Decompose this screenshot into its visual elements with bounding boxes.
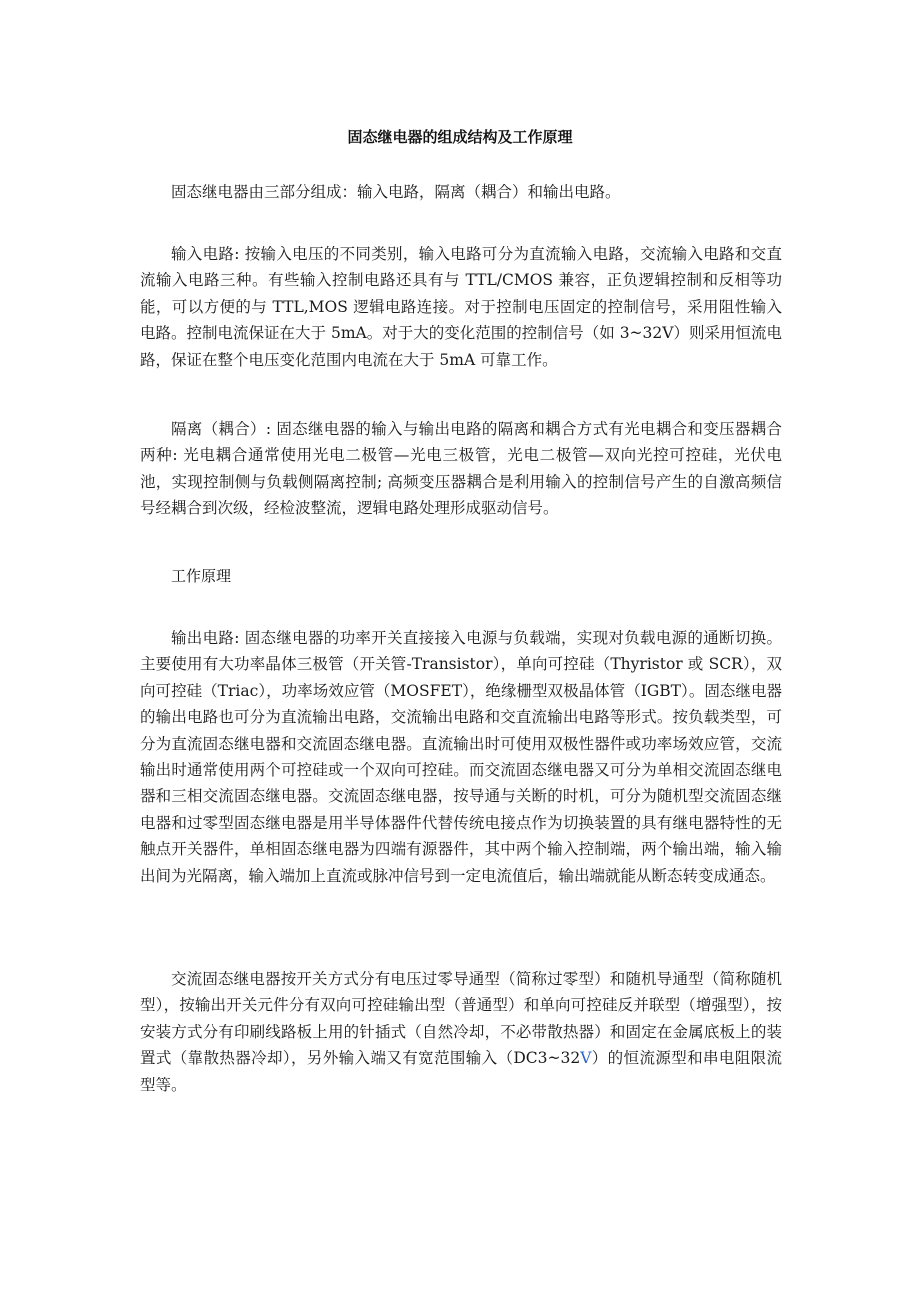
input-circuit-paragraph: 输入电路: 按输入电压的不同类别，输入电路可分为直流输入电路，交流输入电路和交直流输入电路三种。有些输入控制电路还具有与 TTL/CMOS 兼容，正负逻辑控制和反相等功能，可以方便的与 TTL,MOS 逻辑电路连接。对于控制电压固定的控制信号，采用阻性输入电路。控制电流保证在大于 5mA。对于大的变化范围的控制信号（如 3~32V）则采用恒流电路，保证在整个电压变化范围内电流在大于 5mA 可靠工作。	[140, 245, 782, 369]
ac-types-text-end: ）的恒流源型和串电阻限流型等。	[140, 1049, 782, 1094]
ac-types-accent-unit: V	[580, 1049, 592, 1068]
ac-types-text-start: 交流固态继电器按开关方式分有电压过零导通型（简称过零型）和随机导通型（简称随机型），按输出开关元件分有双向可控硅输出型（普通型）和单向可控硅反并联型（增强型），按安装方式分有印刷线路板上用的针插式（自然冷却，不必带散热器）和固定在金属底板上的装置式（靠散热器冷却），另外输入端又有宽范围输入（DC3~32	[140, 970, 782, 1068]
intro-paragraph: 固态继电器由三部分组成：输入电路，隔离（耦合）和输出电路。	[171, 183, 621, 201]
output-circuit-paragraph: 输出电路: 固态继电器的功率开关直接接入电源与负载端，实现对负载电源的通断切换。主要使用有大功率晶体三极管（开关管-Transistor），单向可控硅（Thyristor 或 SCR），双向可控硅（Triac），功率场效应管（MOSFET），绝缘栅型双极晶体管（IGBT）。固态继电器的输出电路也可分为直流输出电路，交流输出电路和交直流输出电路等形式。按负载类型，可分为直流固态继电器和交流固态继电器。直流输出时可使用双极性器件或功率场效应管，交流输出时通常使用两个可控硅或一个双向可控硅。而交流固态继电器又可分为单相交流固态继电器和三相交流固态继电器。交流固态继电器，按导通与关断的时机，可分为随机型交流固态继电器和过零型固态继电器是用半导体器件代替传统电接点作为切换装置的具有继电器特性的无触点开关器件，单相固态继电器为四端有源器件，其中两个输入控制端，两个输出端，输入输出间为光隔离，输入端加上直流或脉冲信号到一定电流值后，输出端就能从断态转变成通态。	[140, 629, 782, 885]
ac-types-paragraph	[140, 966, 782, 1098]
isolation-paragraph: 隔离（耦合）: 固态继电器的输入与输出电路的隔离和耦合方式有光电耦合和变压器耦合两种: 光电耦合通常使用光电二极管—光电三极管，光电二极管—双向光控可控硅，光伏电池，实现控制侧与负载侧隔离控制; 高频变压器耦合是利用输入的控制信号产生的自激高频信号经耦合到次级，经检波整流，逻辑电路处理形成驱动信号。	[140, 420, 782, 518]
section-heading: 工作原理	[171, 567, 232, 585]
document-title: 固态继电器的组成结构及工作原理	[347, 128, 573, 146]
